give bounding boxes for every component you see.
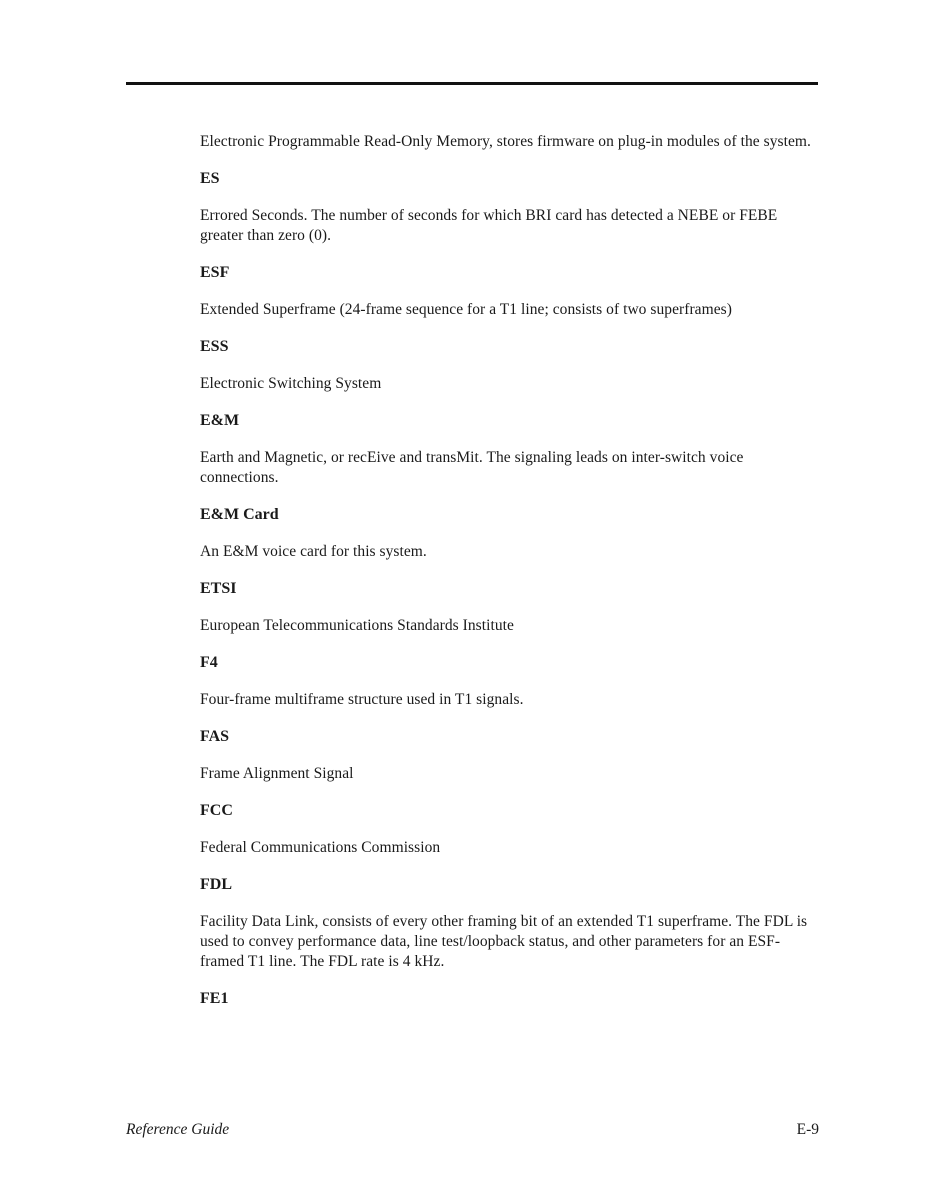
definition-e-and-m: Earth and Magnetic, or recEive and transMit. The signaling leads on inter-switch voice connections.: [200, 449, 744, 486]
glossary-content: [200, 132, 820, 1009]
term-f4: F4: [200, 654, 218, 671]
footer-title: Reference Guide: [126, 1121, 230, 1138]
intro-definition: Electronic Programmable Read-Only Memory, stores firmware on plug-in modules of the system.: [200, 133, 811, 150]
term-es: ES: [200, 170, 220, 187]
definition-etsi: European Telecommunications Standards Institute: [200, 617, 514, 634]
definition-esf: Extended Superframe (24-frame sequence for a T1 line; consists of two superframes): [200, 301, 732, 318]
term-fdl: FDL: [200, 876, 232, 893]
definition-es: Errored Seconds. The number of seconds for which BRI card has detected a NEBE or FEBE greater than zero (0).: [200, 207, 778, 244]
definition-ess: Electronic Switching System: [200, 375, 382, 392]
term-ess: ESS: [200, 338, 229, 355]
term-etsi: ETSI: [200, 580, 237, 597]
header-rule: [126, 82, 818, 85]
definition-fas: Frame Alignment Signal: [200, 765, 354, 782]
definition-fdl: Facility Data Link, consists of every other framing bit of an extended T1 superframe. The FDL is used to convey performance data, line test/loopback status, and other parameters for an ESF-framed T1 line. The FDL rate is 4 kHz.: [200, 913, 808, 970]
term-fcc: FCC: [200, 802, 233, 819]
definition-f4: Four-frame multiframe structure used in T1 signals.: [200, 691, 524, 708]
definition-fcc: Federal Communications Commission: [200, 839, 441, 856]
term-fas: FAS: [200, 728, 230, 745]
definition-e-and-m-card: An E&M voice card for this system.: [200, 543, 427, 560]
term-esf: ESF: [200, 264, 230, 281]
page-number: E-9: [796, 1121, 819, 1138]
term-fe1: FE1: [200, 990, 229, 1007]
term-e-and-m: E&M: [200, 412, 240, 429]
term-e-and-m-card: E&M Card: [200, 506, 279, 523]
